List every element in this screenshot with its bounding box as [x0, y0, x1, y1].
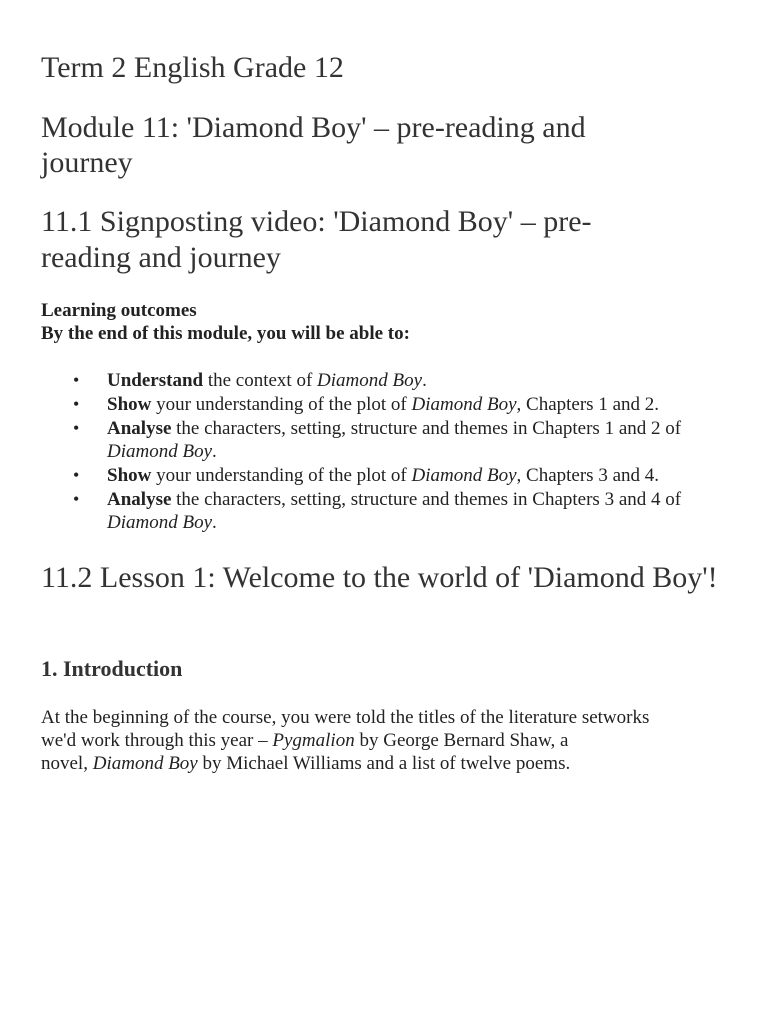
intro-text: we'd work through this year –: [41, 730, 273, 751]
intro-line-3: [41, 752, 731, 775]
outcome-text: your understanding of the plot of: [151, 465, 412, 486]
intro-text: by Michael Williams and a list of twelve poems.: [197, 753, 571, 774]
outcome-item: [41, 417, 731, 463]
outcome-text: the context of: [203, 370, 318, 391]
outcome-verb: Analyse: [107, 418, 172, 439]
outcome-verb: Analyse: [107, 489, 172, 510]
outcome-book-title: Diamond Boy: [107, 512, 213, 533]
bullet-icon: •: [73, 489, 80, 509]
intro-text: by George Bernard Shaw, a: [354, 730, 569, 751]
outcome-text-end: , Chapters 3 and 4.: [516, 465, 660, 486]
outcome-book-title: Diamond Boy: [411, 465, 517, 486]
outcome-text: the characters, setting, structure and themes in Chapters 3 and 4 of: [171, 489, 682, 510]
bullet-icon: •: [73, 370, 80, 390]
introduction-paragraph: [41, 706, 731, 775]
learning-outcomes-lead: By the end of this module, you will be able to:: [41, 323, 410, 344]
lesson-heading: 11.2 Lesson 1: Welcome to the world of 'Diamond Boy'!: [41, 561, 718, 594]
learning-outcomes-title: Learning outcomes: [41, 300, 197, 321]
intro-book-title: Diamond Boy: [92, 753, 198, 774]
signposting-video-heading: 11.1 Signposting video: 'Diamond Boy' – pre-reading and journey: [41, 205, 592, 274]
outcome-text-end: , Chapters 1 and 2.: [516, 394, 660, 415]
outcome-item: [41, 369, 731, 392]
learning-outcomes-header: [41, 299, 410, 345]
bullet-icon: •: [73, 465, 80, 485]
outcome-verb: Understand: [107, 370, 204, 391]
bullet-icon: •: [73, 418, 80, 438]
module-title: Module 11: 'Diamond Boy' – pre-reading and journey: [41, 111, 586, 179]
bullet-icon: •: [73, 394, 80, 414]
outcome-verb: Show: [107, 465, 152, 486]
outcome-text-end: .: [212, 512, 217, 533]
outcome-text: your understanding of the plot of: [151, 394, 412, 415]
outcome-item: [41, 464, 731, 487]
outcome-text-end: .: [422, 370, 427, 391]
outcome-text-end: .: [212, 441, 217, 462]
outcome-book-title: Diamond Boy: [107, 441, 213, 462]
outcome-book-title: Diamond Boy: [317, 370, 423, 391]
intro-line-2: [41, 729, 731, 752]
intro-line-1: At the beginning of the course, you were told the titles of the literature setworks: [41, 707, 650, 728]
outcome-text: the characters, setting, structure and themes in Chapters 1 and 2 of: [171, 418, 682, 439]
intro-text: novel,: [41, 753, 93, 774]
course-title: Term 2 English Grade 12: [41, 51, 344, 84]
outcome-item: [41, 488, 731, 534]
learning-outcomes-list: [41, 369, 731, 535]
outcome-book-title: Diamond Boy: [411, 394, 517, 415]
outcome-item: [41, 393, 731, 416]
intro-book-title: Pygmalion: [272, 730, 355, 751]
outcome-verb: Show: [107, 394, 152, 415]
introduction-heading: 1. Introduction: [41, 656, 183, 681]
